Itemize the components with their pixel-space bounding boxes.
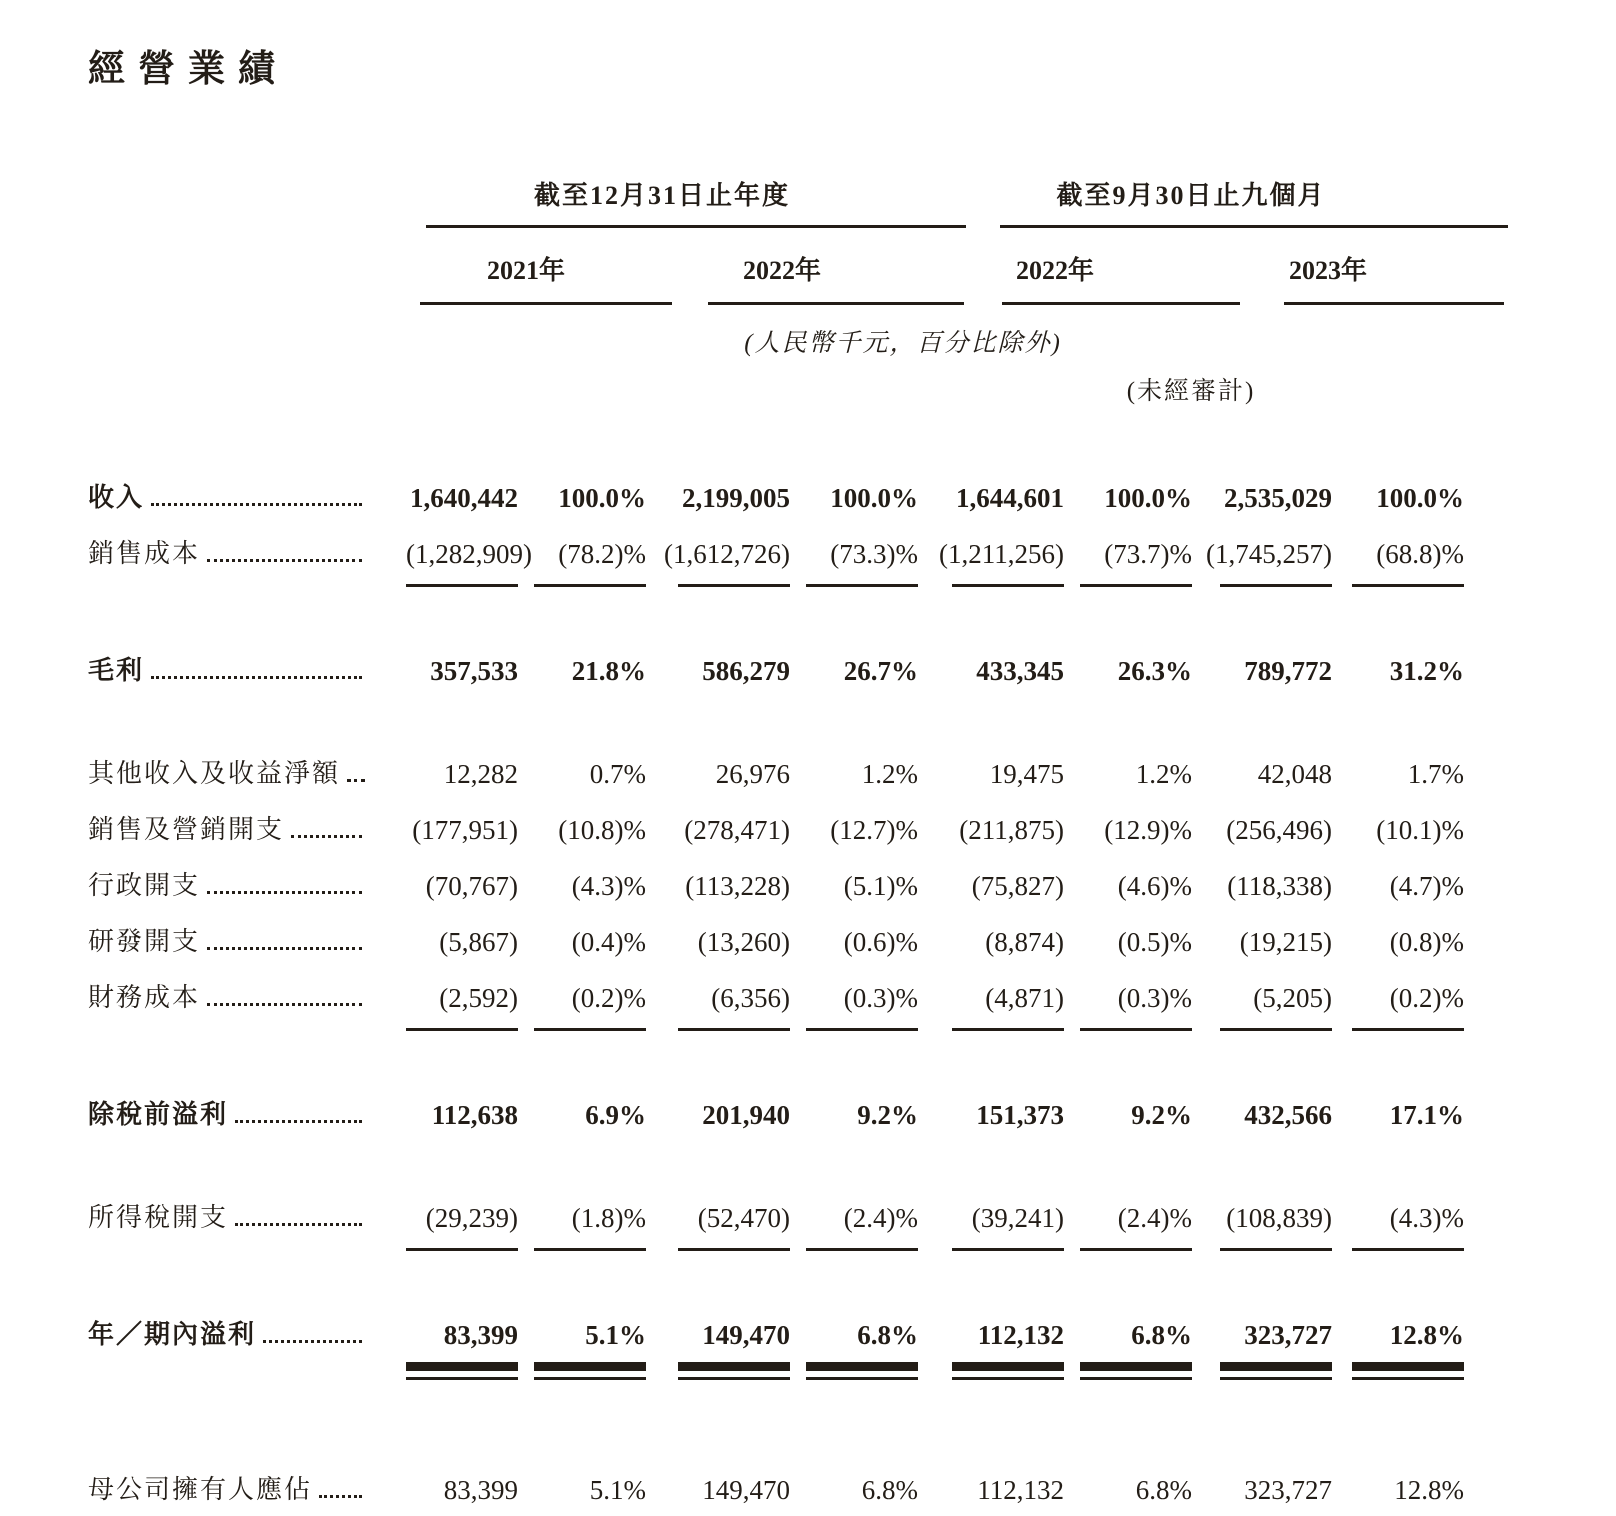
percent-cell-2021: 5.1% bbox=[589, 1475, 646, 1505]
row-label: 其他收入及收益淨額 bbox=[88, 759, 341, 788]
percent-cell-2022-9m: (2.4)% bbox=[1064, 1141, 1192, 1258]
amount-cell-2023: (118,338) bbox=[1227, 871, 1333, 901]
table-row bbox=[88, 1258, 1464, 1385]
amount-cell-2022: 26,976 bbox=[715, 759, 790, 789]
row-label-cell bbox=[88, 411, 406, 524]
percent-cell-2021: 21.8% bbox=[571, 656, 646, 686]
percent-cell-2022-9m: (73.7)% bbox=[1064, 524, 1192, 594]
year-header-2022: 2022年 bbox=[646, 228, 918, 305]
amount-cell-2023: (19,215) bbox=[1239, 927, 1333, 957]
row-label-cell bbox=[88, 856, 406, 912]
row-label-cell bbox=[88, 1258, 406, 1385]
amount-cell-2021: 83,399 bbox=[443, 1475, 518, 1505]
percent-cell-2023: (4.7)% bbox=[1389, 871, 1465, 901]
percent-cell-2022-9m: 9.2% bbox=[1131, 1100, 1193, 1130]
year-header-row bbox=[88, 228, 1464, 305]
table-row bbox=[88, 697, 1464, 800]
percent-cell-2022: (0.6)% bbox=[843, 927, 919, 957]
percent-cell-2022-9m: (0.3)% bbox=[1064, 968, 1192, 1038]
table-header bbox=[88, 166, 1464, 411]
dot-leader bbox=[263, 1340, 362, 1343]
dot-leader bbox=[347, 779, 365, 782]
dot-leader bbox=[207, 947, 362, 950]
percent-cell-2021: 0.7% bbox=[589, 759, 646, 789]
amount-cell-2021: (2,592) bbox=[406, 968, 518, 1038]
amount-cell-2021: (29,239) bbox=[406, 1141, 518, 1258]
row-label-cell bbox=[88, 1038, 406, 1141]
dot-leader bbox=[319, 1495, 362, 1498]
amount-cell-2022-9m: 433,345 bbox=[976, 656, 1065, 686]
amount-cell-2021: 1,640,442 bbox=[410, 483, 518, 513]
amount-cell-2023: (1,745,257) bbox=[1192, 524, 1332, 594]
amount-cell-2023: (108,839) bbox=[1192, 1141, 1332, 1258]
amount-cell-2022: 586,279 bbox=[702, 656, 790, 686]
row-label-cell bbox=[88, 1141, 406, 1258]
amount-cell-2022-9m: 112,132 bbox=[977, 1475, 1065, 1505]
table-row bbox=[88, 912, 1464, 968]
period-group-nine-months: 截至9月30日止九個月 bbox=[918, 166, 1464, 228]
percent-cell-2023: (68.8)% bbox=[1332, 524, 1464, 594]
unaudited-note: (未經審計) bbox=[1126, 378, 1256, 405]
row-label-cell bbox=[88, 594, 406, 697]
amount-cell-2022-9m: (8,874) bbox=[985, 927, 1065, 957]
percent-cell-2021: (78.2)% bbox=[518, 524, 646, 594]
amount-cell-2023: 432,566 bbox=[1244, 1100, 1333, 1130]
percent-cell-2023: (0.8)% bbox=[1389, 927, 1465, 957]
year-header-2021: 2021年 bbox=[406, 228, 646, 305]
percent-cell-2022-9m: 1.2% bbox=[1135, 759, 1193, 789]
amount-cell-2022: (113,228) bbox=[685, 871, 790, 901]
row-label-cell bbox=[88, 912, 406, 968]
header-spacer bbox=[88, 166, 406, 228]
dot-leader bbox=[291, 835, 362, 838]
table-row bbox=[88, 594, 1464, 697]
row-label: 銷售及營銷開支 bbox=[88, 815, 285, 844]
amount-cell-2022: (278,471) bbox=[684, 815, 790, 845]
dot-leader bbox=[207, 559, 362, 562]
percent-cell-2021: (4.3)% bbox=[571, 871, 646, 901]
row-label-cell bbox=[88, 697, 406, 800]
amount-cell-2022: (6,356) bbox=[646, 968, 790, 1038]
amount-cell-2021: 112,638 bbox=[431, 1100, 518, 1130]
percent-cell-2022-9m: 6.8% bbox=[1135, 1475, 1193, 1505]
amount-cell-2022: 149,470 bbox=[646, 1258, 790, 1385]
amount-cell-2022: 201,940 bbox=[702, 1100, 790, 1130]
currency-note-row bbox=[88, 305, 1464, 363]
amount-cell-2022-9m: (75,827) bbox=[971, 871, 1065, 901]
table-row bbox=[88, 968, 1464, 1038]
row-label: 研發開支 bbox=[88, 927, 201, 956]
percent-cell-2021: 100.0% bbox=[558, 483, 646, 513]
dot-leader bbox=[151, 676, 362, 679]
dot-leader bbox=[207, 1003, 362, 1006]
dot-leader bbox=[235, 1223, 362, 1226]
percent-cell-2022: (2.4)% bbox=[790, 1141, 918, 1258]
percent-cell-2022: 100.0% bbox=[830, 483, 919, 513]
percent-cell-2022: 9.2% bbox=[857, 1100, 919, 1130]
percent-cell-2022: (5.1)% bbox=[843, 871, 919, 901]
row-label: 銷售成本 bbox=[88, 539, 201, 568]
percent-cell-2021: (0.2)% bbox=[518, 968, 646, 1038]
amount-cell-2022-9m: 19,475 bbox=[989, 759, 1065, 789]
header-spacer bbox=[88, 305, 406, 363]
dot-leader bbox=[207, 891, 362, 894]
percent-cell-2023: 12.8% bbox=[1332, 1258, 1464, 1385]
percent-cell-2023: 12.8% bbox=[1394, 1475, 1465, 1505]
amount-cell-2021: (1,282,909) bbox=[406, 524, 518, 594]
table-row bbox=[88, 1385, 1464, 1516]
percent-cell-2022: 6.8% bbox=[790, 1258, 918, 1385]
period-group-header-row bbox=[88, 166, 1464, 228]
percent-cell-2022: 1.2% bbox=[861, 759, 919, 789]
amount-cell-2022: (1,612,726) bbox=[646, 524, 790, 594]
percent-cell-2022-9m: 26.3% bbox=[1117, 656, 1193, 686]
amount-cell-2022: (13,260) bbox=[697, 927, 790, 957]
row-label-cell bbox=[88, 800, 406, 856]
percent-cell-2021: (0.4)% bbox=[571, 927, 646, 957]
percent-cell-2022: (12.7)% bbox=[830, 815, 919, 845]
percent-cell-2023: (10.1)% bbox=[1376, 815, 1465, 845]
percent-cell-2023: (0.2)% bbox=[1332, 968, 1464, 1038]
percent-cell-2022-9m: (4.6)% bbox=[1117, 871, 1193, 901]
percent-cell-2022-9m: (0.5)% bbox=[1117, 927, 1193, 957]
amount-cell-2021: 83,399 bbox=[406, 1258, 518, 1385]
row-label-cell bbox=[88, 1385, 406, 1516]
amount-cell-2021: (70,767) bbox=[425, 871, 518, 901]
table-row bbox=[88, 856, 1464, 912]
header-spacer bbox=[88, 228, 406, 305]
percent-cell-2022-9m: 6.8% bbox=[1064, 1258, 1192, 1385]
unaudited-note-row bbox=[88, 363, 1464, 411]
amount-cell-2022-9m: (4,871) bbox=[918, 968, 1064, 1038]
amount-cell-2021: 12,282 bbox=[443, 759, 518, 789]
table-row bbox=[88, 524, 1464, 594]
amount-cell-2022: (52,470) bbox=[646, 1141, 790, 1258]
row-label: 行政開支 bbox=[88, 871, 201, 900]
amount-cell-2022-9m: 151,373 bbox=[976, 1100, 1065, 1130]
operating-results-table bbox=[88, 166, 1464, 1516]
table-row bbox=[88, 411, 1464, 524]
year-header-2022-nine-months: 2022年 bbox=[918, 228, 1192, 305]
row-label-cell bbox=[88, 968, 406, 1038]
row-label: 毛利 bbox=[88, 656, 145, 685]
dot-leader bbox=[235, 1120, 362, 1123]
header-spacer bbox=[406, 363, 918, 411]
amount-cell-2022-9m: 1,644,601 bbox=[956, 483, 1065, 513]
amount-cell-2023: 323,727 bbox=[1192, 1258, 1332, 1385]
period-group-annual: 截至12月31日止年度 bbox=[406, 166, 918, 228]
percent-cell-2023: 17.1% bbox=[1389, 1100, 1465, 1130]
amount-cell-2023: 323,727 bbox=[1244, 1475, 1333, 1505]
amount-cell-2023: 42,048 bbox=[1257, 759, 1333, 789]
percent-cell-2023: 100.0% bbox=[1376, 483, 1465, 513]
row-label: 財務成本 bbox=[88, 983, 201, 1012]
percent-cell-2022-9m: 100.0% bbox=[1104, 483, 1193, 513]
percent-cell-2022-9m: (12.9)% bbox=[1104, 815, 1193, 845]
amount-cell-2022: 2,199,005 bbox=[682, 483, 790, 513]
table-row bbox=[88, 800, 1464, 856]
table-body bbox=[88, 411, 1464, 1516]
currency-note: (人民幣千元，百分比除外) bbox=[744, 330, 1062, 357]
amount-cell-2022-9m: (1,211,256) bbox=[918, 524, 1064, 594]
amount-cell-2023: (5,205) bbox=[1192, 968, 1332, 1038]
dot-leader bbox=[151, 503, 362, 506]
amount-cell-2023: (256,496) bbox=[1226, 815, 1333, 845]
percent-cell-2023: (4.3)% bbox=[1332, 1141, 1464, 1258]
percent-cell-2021: (1.8)% bbox=[518, 1141, 646, 1258]
page-title: 經營業績 bbox=[88, 48, 288, 89]
percent-cell-2022: (73.3)% bbox=[790, 524, 918, 594]
percent-cell-2021: (10.8)% bbox=[558, 815, 646, 845]
amount-cell-2022-9m: 112,132 bbox=[918, 1258, 1064, 1385]
row-label: 所得稅開支 bbox=[88, 1203, 229, 1232]
row-label: 收入 bbox=[88, 483, 145, 512]
row-label-cell bbox=[88, 524, 406, 594]
row-label: 母公司擁有人應佔 bbox=[88, 1475, 313, 1504]
table-row bbox=[88, 1038, 1464, 1141]
percent-cell-2023: 31.2% bbox=[1389, 656, 1465, 686]
row-label: 年／期內溢利 bbox=[88, 1320, 257, 1349]
percent-cell-2022: 26.7% bbox=[843, 656, 919, 686]
amount-cell-2023: 2,535,029 bbox=[1224, 483, 1333, 513]
amount-cell-2022-9m: (39,241) bbox=[918, 1141, 1064, 1258]
header-spacer bbox=[88, 363, 406, 411]
amount-cell-2023: 789,772 bbox=[1244, 656, 1333, 686]
percent-cell-2022: 6.8% bbox=[861, 1475, 919, 1505]
amount-cell-2021: (5,867) bbox=[439, 927, 518, 957]
percent-cell-2022: (0.3)% bbox=[790, 968, 918, 1038]
amount-cell-2022-9m: (211,875) bbox=[959, 815, 1065, 845]
percent-cell-2023: 1.7% bbox=[1407, 759, 1465, 789]
year-header-2023: 2023年 bbox=[1192, 228, 1464, 305]
percent-cell-2021: 6.9% bbox=[585, 1100, 646, 1130]
table-row bbox=[88, 1141, 1464, 1258]
percent-cell-2021: 5.1% bbox=[518, 1258, 646, 1385]
amount-cell-2022: 149,470 bbox=[702, 1475, 790, 1505]
amount-cell-2021: 357,533 bbox=[430, 656, 518, 686]
row-label: 除稅前溢利 bbox=[88, 1100, 229, 1129]
amount-cell-2021: (177,951) bbox=[412, 815, 518, 845]
